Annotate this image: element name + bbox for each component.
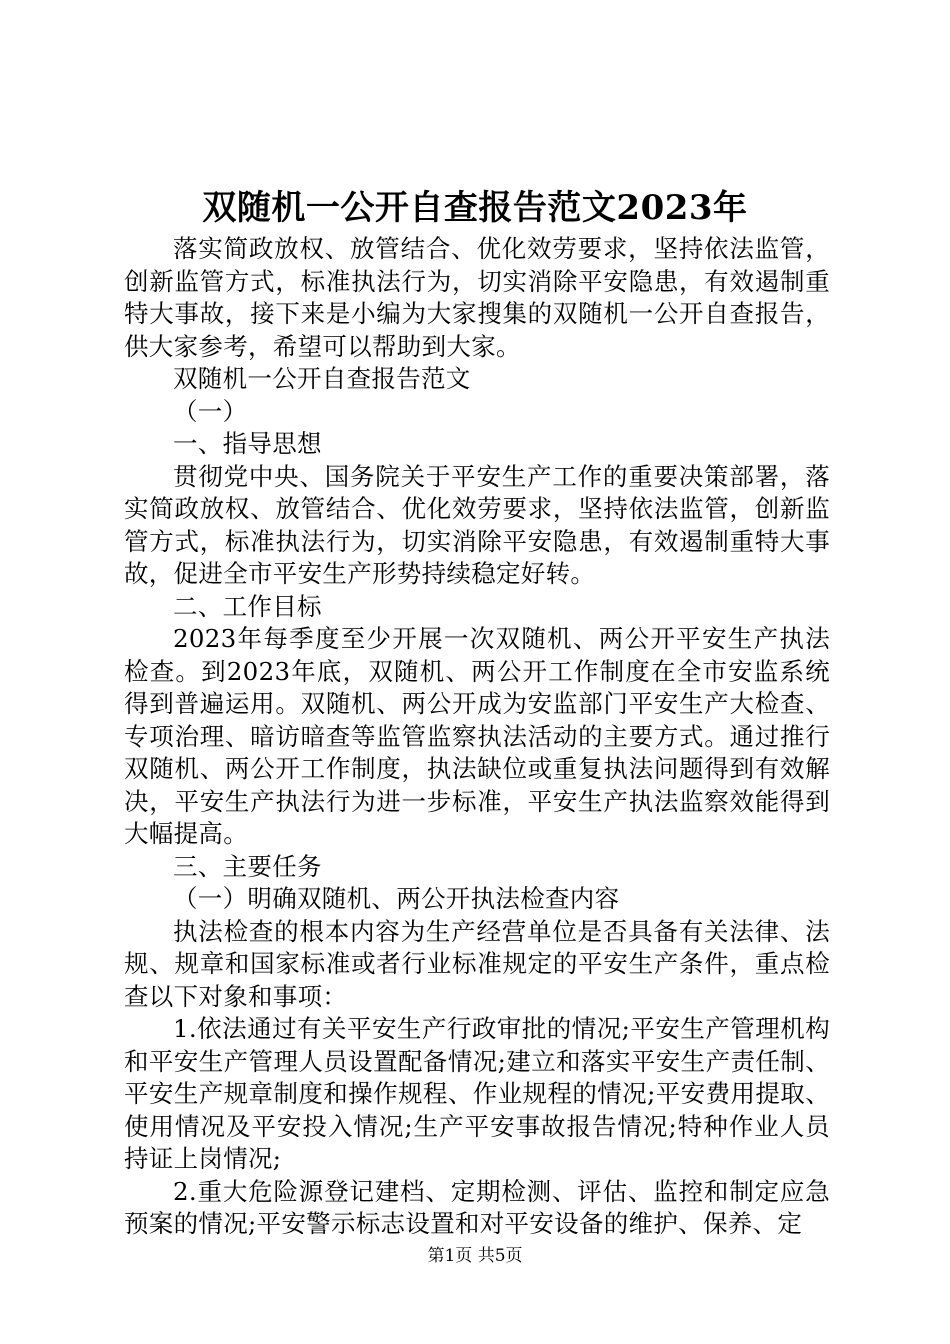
heading-work-goals: 二、工作目标 (173, 591, 322, 621)
heading-guiding-thought: 一、指导思想 (173, 429, 322, 458)
paragraph-guiding-thought: 贯彻党中央、国务院关于平安生产工作的重要决策部署，落实简政放权、放管结合、优化效劳要求，坚持依法监管，创新监管方式，标准执法行为，切实消除平安隐患，有效遏制重特大事故，促进全市平安生产形势持续稳定好转。 (124, 461, 830, 588)
paragraph-section-marker: （一） (173, 396, 248, 426)
paragraph-inspection-content: 执法检查的根本内容为生产经营单位是否具备有关法律、法规、规章和国家标准或者行业标准规定的平安生产条件，重点检查以下对象和事项： (124, 916, 830, 1011)
heading-inspection-content: （一）明确双随机、两公开执法检查内容 (173, 884, 620, 913)
list-item-1: 1.依法通过有关平安生产行政审批的情况;平安生产管理机构和平安生产管理人员设置配备情况;建立和落实平安生产责任制、平安生产规章制度和操作规程、作业规程的情况;平安费用提取、使用情况及平安投入情况;生产平安事故报告情况;特种作业人员持证上岗情况; (124, 1014, 830, 1173)
paragraph-intro: 落实简政放权、放管结合、优化效劳要求，坚持依法监管，创新监管方式，标准执法行为，切实消除平安隐患，有效遏制重特大事故，接下来是小编为大家搜集的双随机一公开自查报告，供大家参考，希望可以帮助到大家。 (124, 234, 830, 361)
document-title: 双随机一公开自查报告范文2023年 (202, 188, 748, 228)
heading-main-tasks: 三、主要任务 (173, 851, 322, 881)
page-footer: 第1页 共5页 (427, 1246, 523, 1266)
paragraph-work-goals: 2023年每季度至少开展一次双随机、两公开平安生产执法检查。到2023年底，双随机、两公开工作制度在全市安监系统得到普遍运用。双随机、两公开成为安监部门平安生产大检查、专项治理、暗访暗查等监管监察执法活动的主要方式。通过推行双随机、两公开工作制度，执法缺位或重复执法问题得到有效解决，平安生产执法行为进一步标准，平安生产执法监察效能得到大幅提高。 (124, 624, 830, 848)
document-body (124, 233, 830, 1241)
paragraph-subtitle: 双随机一公开自查报告范文 (173, 364, 471, 393)
list-item-2: 2.重大危险源登记建档、定期检测、评估、监控和制定应急预案的情况;平安警示标志设置和对平安设备的维护、保养、定 (124, 1176, 830, 1238)
